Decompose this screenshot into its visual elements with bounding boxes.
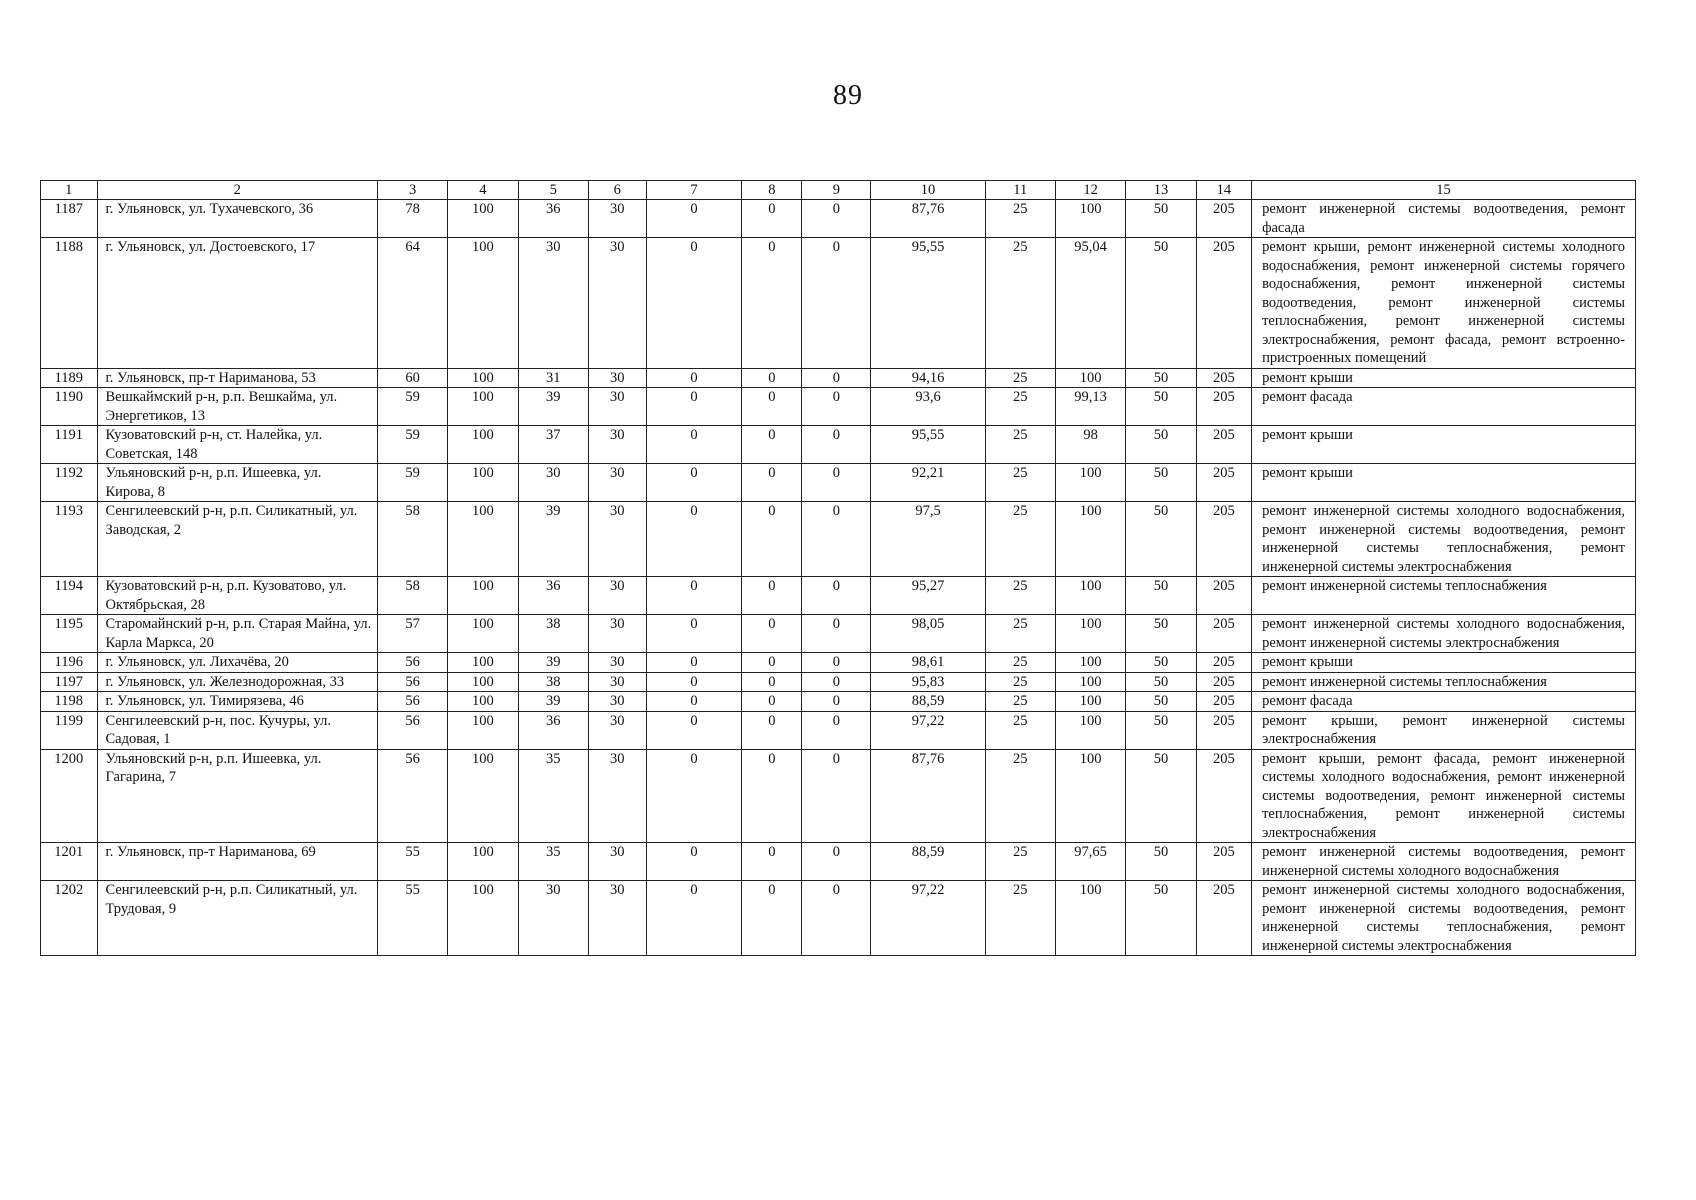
cell-col-12: 99,13 xyxy=(1055,388,1125,426)
cell-col-13: 50 xyxy=(1126,615,1196,653)
cell-col-7: 0 xyxy=(646,881,742,956)
address-cell: г. Ульяновск, ул. Достоевского, 17 xyxy=(97,238,377,369)
cell-col-5: 38 xyxy=(518,672,588,692)
cell-col-8: 0 xyxy=(742,502,802,577)
cell-col-9: 0 xyxy=(802,577,871,615)
cell-col-9: 0 xyxy=(802,238,871,369)
cell-col-14: 205 xyxy=(1196,388,1251,426)
cell-col-14: 205 xyxy=(1196,502,1251,577)
cell-col-11: 25 xyxy=(985,577,1055,615)
cell-col-10: 87,76 xyxy=(871,749,985,843)
cell-col-10: 97,22 xyxy=(871,881,985,956)
cell-col-7: 0 xyxy=(646,843,742,881)
cell-col-8: 0 xyxy=(742,615,802,653)
address-cell: Ульяновский р-н, р.п. Ишеевка, ул. Гагарина, 7 xyxy=(97,749,377,843)
cell-col-3: 59 xyxy=(377,426,447,464)
cell-col-5: 30 xyxy=(518,881,588,956)
cell-col-11: 25 xyxy=(985,672,1055,692)
cell-col-3: 58 xyxy=(377,577,447,615)
cell-col-4: 100 xyxy=(448,238,518,369)
column-header-8: 8 xyxy=(742,181,802,200)
cell-col-12: 100 xyxy=(1055,692,1125,712)
row-number-cell: 1194 xyxy=(41,577,98,615)
column-header-10: 10 xyxy=(871,181,985,200)
cell-col-4: 100 xyxy=(448,200,518,238)
cell-col-3: 55 xyxy=(377,843,447,881)
cell-col-5: 31 xyxy=(518,368,588,388)
cell-col-3: 56 xyxy=(377,692,447,712)
row-number-cell: 1197 xyxy=(41,672,98,692)
row-number-cell: 1200 xyxy=(41,749,98,843)
works-list-cell: ремонт инженерной системы холодного водоснабжения, ремонт инженерной системы электроснабжения xyxy=(1252,615,1636,653)
cell-col-3: 56 xyxy=(377,711,447,749)
cell-col-4: 100 xyxy=(448,692,518,712)
cell-col-11: 25 xyxy=(985,368,1055,388)
cell-col-14: 205 xyxy=(1196,200,1251,238)
cell-col-5: 39 xyxy=(518,653,588,673)
cell-col-12: 100 xyxy=(1055,881,1125,956)
cell-col-8: 0 xyxy=(742,711,802,749)
cell-col-7: 0 xyxy=(646,238,742,369)
cell-col-10: 88,59 xyxy=(871,843,985,881)
cell-col-13: 50 xyxy=(1126,388,1196,426)
works-list-cell: ремонт крыши xyxy=(1252,464,1636,502)
cell-col-7: 0 xyxy=(646,711,742,749)
cell-col-7: 0 xyxy=(646,653,742,673)
cell-col-12: 100 xyxy=(1055,577,1125,615)
cell-col-4: 100 xyxy=(448,368,518,388)
cell-col-9: 0 xyxy=(802,502,871,577)
cell-col-8: 0 xyxy=(742,672,802,692)
cell-col-8: 0 xyxy=(742,843,802,881)
cell-col-13: 50 xyxy=(1126,577,1196,615)
cell-col-8: 0 xyxy=(742,881,802,956)
cell-col-11: 25 xyxy=(985,653,1055,673)
column-header-13: 13 xyxy=(1126,181,1196,200)
address-cell: Кузоватовский р-н, р.п. Кузоватово, ул. Октябрьская, 28 xyxy=(97,577,377,615)
row-number-cell: 1189 xyxy=(41,368,98,388)
cell-col-9: 0 xyxy=(802,368,871,388)
row-number-cell: 1196 xyxy=(41,653,98,673)
cell-col-12: 100 xyxy=(1055,502,1125,577)
cell-col-6: 30 xyxy=(588,238,646,369)
table-row xyxy=(41,368,1636,388)
table-row xyxy=(41,200,1636,238)
cell-col-13: 50 xyxy=(1126,711,1196,749)
cell-col-10: 92,21 xyxy=(871,464,985,502)
address-cell: г. Ульяновск, ул. Тухачевского, 36 xyxy=(97,200,377,238)
cell-col-8: 0 xyxy=(742,749,802,843)
cell-col-9: 0 xyxy=(802,388,871,426)
cell-col-11: 25 xyxy=(985,200,1055,238)
works-list-cell: ремонт крыши, ремонт фасада, ремонт инженерной системы холодного водоснабжения, ремонт инженерной системы водоотведения, ремонт инженерной системы теплоснабжения, ремонт инженерной системы электроснабжения xyxy=(1252,749,1636,843)
cell-col-10: 95,55 xyxy=(871,426,985,464)
cell-col-9: 0 xyxy=(802,426,871,464)
cell-col-4: 100 xyxy=(448,749,518,843)
table-row xyxy=(41,615,1636,653)
cell-col-13: 50 xyxy=(1126,749,1196,843)
cell-col-10: 97,5 xyxy=(871,502,985,577)
cell-col-3: 59 xyxy=(377,388,447,426)
column-header-9: 9 xyxy=(802,181,871,200)
cell-col-7: 0 xyxy=(646,200,742,238)
cell-col-8: 0 xyxy=(742,368,802,388)
table-row xyxy=(41,692,1636,712)
cell-col-6: 30 xyxy=(588,577,646,615)
address-cell: г. Ульяновск, ул. Железнодорожная, 33 xyxy=(97,672,377,692)
address-cell: Старомайнский р-н, р.п. Старая Майна, ул. Карла Маркса, 20 xyxy=(97,615,377,653)
cell-col-10: 95,27 xyxy=(871,577,985,615)
column-header-3: 3 xyxy=(377,181,447,200)
works-list-cell: ремонт инженерной системы водоотведения, ремонт инженерной системы холодного водоснабжения xyxy=(1252,843,1636,881)
cell-col-5: 35 xyxy=(518,749,588,843)
cell-col-6: 30 xyxy=(588,692,646,712)
cell-col-12: 100 xyxy=(1055,749,1125,843)
table-row xyxy=(41,653,1636,673)
cell-col-3: 58 xyxy=(377,502,447,577)
cell-col-4: 100 xyxy=(448,464,518,502)
address-cell: Ульяновский р-н, р.п. Ишеевка, ул. Кирова, 8 xyxy=(97,464,377,502)
cell-col-10: 87,76 xyxy=(871,200,985,238)
table-row xyxy=(41,749,1636,843)
cell-col-3: 56 xyxy=(377,653,447,673)
cell-col-14: 205 xyxy=(1196,692,1251,712)
cell-col-6: 30 xyxy=(588,464,646,502)
table-row xyxy=(41,502,1636,577)
cell-col-5: 36 xyxy=(518,711,588,749)
cell-col-10: 95,83 xyxy=(871,672,985,692)
cell-col-12: 98 xyxy=(1055,426,1125,464)
cell-col-4: 100 xyxy=(448,426,518,464)
cell-col-14: 205 xyxy=(1196,653,1251,673)
column-header-4: 4 xyxy=(448,181,518,200)
works-list-cell: ремонт крыши xyxy=(1252,426,1636,464)
cell-col-9: 0 xyxy=(802,653,871,673)
cell-col-9: 0 xyxy=(802,200,871,238)
cell-col-7: 0 xyxy=(646,577,742,615)
row-number-cell: 1188 xyxy=(41,238,98,369)
cell-col-9: 0 xyxy=(802,711,871,749)
cell-col-13: 50 xyxy=(1126,653,1196,673)
address-cell: Сенгилеевский р-н, пос. Кучуры, ул. Садовая, 1 xyxy=(97,711,377,749)
cell-col-13: 50 xyxy=(1126,692,1196,712)
works-list-cell: ремонт фасада xyxy=(1252,388,1636,426)
cell-col-14: 205 xyxy=(1196,238,1251,369)
address-cell: г. Ульяновск, ул. Лихачёва, 20 xyxy=(97,653,377,673)
cell-col-6: 30 xyxy=(588,653,646,673)
table-header xyxy=(41,181,1636,200)
cell-col-11: 25 xyxy=(985,238,1055,369)
cell-col-5: 39 xyxy=(518,692,588,712)
cell-col-11: 25 xyxy=(985,692,1055,712)
cell-col-11: 25 xyxy=(985,615,1055,653)
works-list-cell: ремонт инженерной системы теплоснабжения xyxy=(1252,672,1636,692)
cell-col-9: 0 xyxy=(802,672,871,692)
cell-col-12: 95,04 xyxy=(1055,238,1125,369)
works-table xyxy=(40,180,1636,956)
cell-col-3: 78 xyxy=(377,200,447,238)
table-row xyxy=(41,881,1636,956)
cell-col-4: 100 xyxy=(448,672,518,692)
cell-col-11: 25 xyxy=(985,464,1055,502)
cell-col-14: 205 xyxy=(1196,881,1251,956)
cell-col-14: 205 xyxy=(1196,615,1251,653)
cell-col-4: 100 xyxy=(448,653,518,673)
cell-col-9: 0 xyxy=(802,615,871,653)
cell-col-4: 100 xyxy=(448,843,518,881)
cell-col-7: 0 xyxy=(646,426,742,464)
cell-col-3: 64 xyxy=(377,238,447,369)
works-list-cell: ремонт крыши, ремонт инженерной системы холодного водоснабжения, ремонт инженерной системы горячего водоснабжения, ремонт инженерной системы водоотведения, ремонт инженерной системы теплоснабжения, ремонт инженерной системы электроснабжения, ремонт фасада, ремонт встроенно-пристроенных помещений xyxy=(1252,238,1636,369)
cell-col-8: 0 xyxy=(742,653,802,673)
cell-col-4: 100 xyxy=(448,388,518,426)
row-number-cell: 1191 xyxy=(41,426,98,464)
row-number-cell: 1202 xyxy=(41,881,98,956)
column-header-14: 14 xyxy=(1196,181,1251,200)
cell-col-13: 50 xyxy=(1126,238,1196,369)
cell-col-7: 0 xyxy=(646,749,742,843)
cell-col-13: 50 xyxy=(1126,843,1196,881)
column-header-12: 12 xyxy=(1055,181,1125,200)
works-list-cell: ремонт крыши, ремонт инженерной системы электроснабжения xyxy=(1252,711,1636,749)
table-row xyxy=(41,577,1636,615)
cell-col-6: 30 xyxy=(588,426,646,464)
works-list-cell: ремонт крыши xyxy=(1252,653,1636,673)
cell-col-6: 30 xyxy=(588,502,646,577)
cell-col-13: 50 xyxy=(1126,368,1196,388)
works-list-cell: ремонт инженерной системы холодного водоснабжения, ремонт инженерной системы водоотведения, ремонт инженерной системы теплоснабжения, ремонт инженерной системы электроснабжения xyxy=(1252,881,1636,956)
cell-col-10: 93,6 xyxy=(871,388,985,426)
cell-col-3: 55 xyxy=(377,881,447,956)
cell-col-6: 30 xyxy=(588,881,646,956)
row-number-cell: 1187 xyxy=(41,200,98,238)
cell-col-9: 0 xyxy=(802,749,871,843)
column-header-1: 1 xyxy=(41,181,98,200)
cell-col-3: 60 xyxy=(377,368,447,388)
works-list-cell: ремонт крыши xyxy=(1252,368,1636,388)
cell-col-6: 30 xyxy=(588,200,646,238)
cell-col-14: 205 xyxy=(1196,464,1251,502)
cell-col-3: 56 xyxy=(377,672,447,692)
cell-col-5: 30 xyxy=(518,238,588,369)
table-row xyxy=(41,843,1636,881)
table-row xyxy=(41,388,1636,426)
column-header-11: 11 xyxy=(985,181,1055,200)
address-cell: г. Ульяновск, ул. Тимирязева, 46 xyxy=(97,692,377,712)
row-number-cell: 1199 xyxy=(41,711,98,749)
cell-col-13: 50 xyxy=(1126,881,1196,956)
table-row xyxy=(41,672,1636,692)
works-list-cell: ремонт инженерной системы теплоснабжения xyxy=(1252,577,1636,615)
cell-col-4: 100 xyxy=(448,615,518,653)
works-list-cell: ремонт инженерной системы водоотведения, ремонт фасада xyxy=(1252,200,1636,238)
cell-col-14: 205 xyxy=(1196,843,1251,881)
cell-col-14: 205 xyxy=(1196,426,1251,464)
cell-col-5: 39 xyxy=(518,388,588,426)
cell-col-9: 0 xyxy=(802,881,871,956)
column-header-6: 6 xyxy=(588,181,646,200)
column-header-7: 7 xyxy=(646,181,742,200)
cell-col-13: 50 xyxy=(1126,464,1196,502)
cell-col-11: 25 xyxy=(985,881,1055,956)
column-header-5: 5 xyxy=(518,181,588,200)
cell-col-14: 205 xyxy=(1196,749,1251,843)
cell-col-7: 0 xyxy=(646,388,742,426)
cell-col-6: 30 xyxy=(588,368,646,388)
cell-col-8: 0 xyxy=(742,238,802,369)
row-number-cell: 1195 xyxy=(41,615,98,653)
cell-col-8: 0 xyxy=(742,692,802,712)
cell-col-7: 0 xyxy=(646,502,742,577)
cell-col-10: 94,16 xyxy=(871,368,985,388)
cell-col-14: 205 xyxy=(1196,711,1251,749)
cell-col-6: 30 xyxy=(588,749,646,843)
cell-col-6: 30 xyxy=(588,843,646,881)
cell-col-7: 0 xyxy=(646,692,742,712)
cell-col-12: 97,65 xyxy=(1055,843,1125,881)
cell-col-3: 57 xyxy=(377,615,447,653)
cell-col-13: 50 xyxy=(1126,672,1196,692)
cell-col-11: 25 xyxy=(985,749,1055,843)
cell-col-13: 50 xyxy=(1126,200,1196,238)
cell-col-4: 100 xyxy=(448,577,518,615)
cell-col-3: 56 xyxy=(377,749,447,843)
cell-col-12: 100 xyxy=(1055,615,1125,653)
table-body xyxy=(41,200,1636,956)
column-header-15: 15 xyxy=(1252,181,1636,200)
row-number-cell: 1198 xyxy=(41,692,98,712)
cell-col-8: 0 xyxy=(742,577,802,615)
cell-col-7: 0 xyxy=(646,672,742,692)
works-list-cell: ремонт фасада xyxy=(1252,692,1636,712)
address-cell: Кузоватовский р-н, ст. Налейка, ул. Советская, 148 xyxy=(97,426,377,464)
cell-col-14: 205 xyxy=(1196,577,1251,615)
cell-col-4: 100 xyxy=(448,711,518,749)
row-number-cell: 1192 xyxy=(41,464,98,502)
cell-col-10: 98,61 xyxy=(871,653,985,673)
address-cell: Сенгилеевский р-н, р.п. Силикатный, ул. Заводская, 2 xyxy=(97,502,377,577)
cell-col-5: 36 xyxy=(518,577,588,615)
cell-col-11: 25 xyxy=(985,843,1055,881)
cell-col-7: 0 xyxy=(646,464,742,502)
cell-col-9: 0 xyxy=(802,692,871,712)
cell-col-14: 205 xyxy=(1196,368,1251,388)
address-cell: г. Ульяновск, пр-т Нариманова, 53 xyxy=(97,368,377,388)
cell-col-4: 100 xyxy=(448,881,518,956)
cell-col-8: 0 xyxy=(742,464,802,502)
cell-col-5: 30 xyxy=(518,464,588,502)
cell-col-5: 37 xyxy=(518,426,588,464)
address-cell: Вешкаймский р-н, р.п. Вешкайма, ул. Энергетиков, 13 xyxy=(97,388,377,426)
cell-col-8: 0 xyxy=(742,200,802,238)
page-number: 89 xyxy=(833,80,863,111)
table-row xyxy=(41,711,1636,749)
cell-col-3: 59 xyxy=(377,464,447,502)
cell-col-10: 95,55 xyxy=(871,238,985,369)
table-row xyxy=(41,464,1636,502)
cell-col-12: 100 xyxy=(1055,711,1125,749)
cell-col-13: 50 xyxy=(1126,426,1196,464)
header-row xyxy=(41,181,1636,200)
cell-col-9: 0 xyxy=(802,843,871,881)
cell-col-12: 100 xyxy=(1055,464,1125,502)
cell-col-11: 25 xyxy=(985,502,1055,577)
row-number-cell: 1201 xyxy=(41,843,98,881)
cell-col-12: 100 xyxy=(1055,653,1125,673)
cell-col-5: 35 xyxy=(518,843,588,881)
cell-col-6: 30 xyxy=(588,711,646,749)
cell-col-14: 205 xyxy=(1196,672,1251,692)
cell-col-7: 0 xyxy=(646,615,742,653)
cell-col-8: 0 xyxy=(742,426,802,464)
cell-col-10: 97,22 xyxy=(871,711,985,749)
cell-col-8: 0 xyxy=(742,388,802,426)
address-cell: Сенгилеевский р-н, р.п. Силикатный, ул. Трудовая, 9 xyxy=(97,881,377,956)
row-number-cell: 1190 xyxy=(41,388,98,426)
cell-col-5: 38 xyxy=(518,615,588,653)
cell-col-12: 100 xyxy=(1055,200,1125,238)
cell-col-12: 100 xyxy=(1055,672,1125,692)
row-number-cell: 1193 xyxy=(41,502,98,577)
cell-col-7: 0 xyxy=(646,368,742,388)
cell-col-11: 25 xyxy=(985,426,1055,464)
cell-col-11: 25 xyxy=(985,388,1055,426)
works-list-cell: ремонт инженерной системы холодного водоснабжения, ремонт инженерной системы водоотведения, ремонт инженерной системы теплоснабжения, ремонт инженерной системы электроснабжения xyxy=(1252,502,1636,577)
cell-col-10: 88,59 xyxy=(871,692,985,712)
cell-col-4: 100 xyxy=(448,502,518,577)
table-row xyxy=(41,238,1636,369)
cell-col-9: 0 xyxy=(802,464,871,502)
column-header-2: 2 xyxy=(97,181,377,200)
cell-col-13: 50 xyxy=(1126,502,1196,577)
cell-col-6: 30 xyxy=(588,615,646,653)
table-row xyxy=(41,426,1636,464)
cell-col-10: 98,05 xyxy=(871,615,985,653)
cell-col-6: 30 xyxy=(588,672,646,692)
address-cell: г. Ульяновск, пр-т Нариманова, 69 xyxy=(97,843,377,881)
cell-col-6: 30 xyxy=(588,388,646,426)
cell-col-5: 36 xyxy=(518,200,588,238)
cell-col-11: 25 xyxy=(985,711,1055,749)
cell-col-5: 39 xyxy=(518,502,588,577)
cell-col-12: 100 xyxy=(1055,368,1125,388)
